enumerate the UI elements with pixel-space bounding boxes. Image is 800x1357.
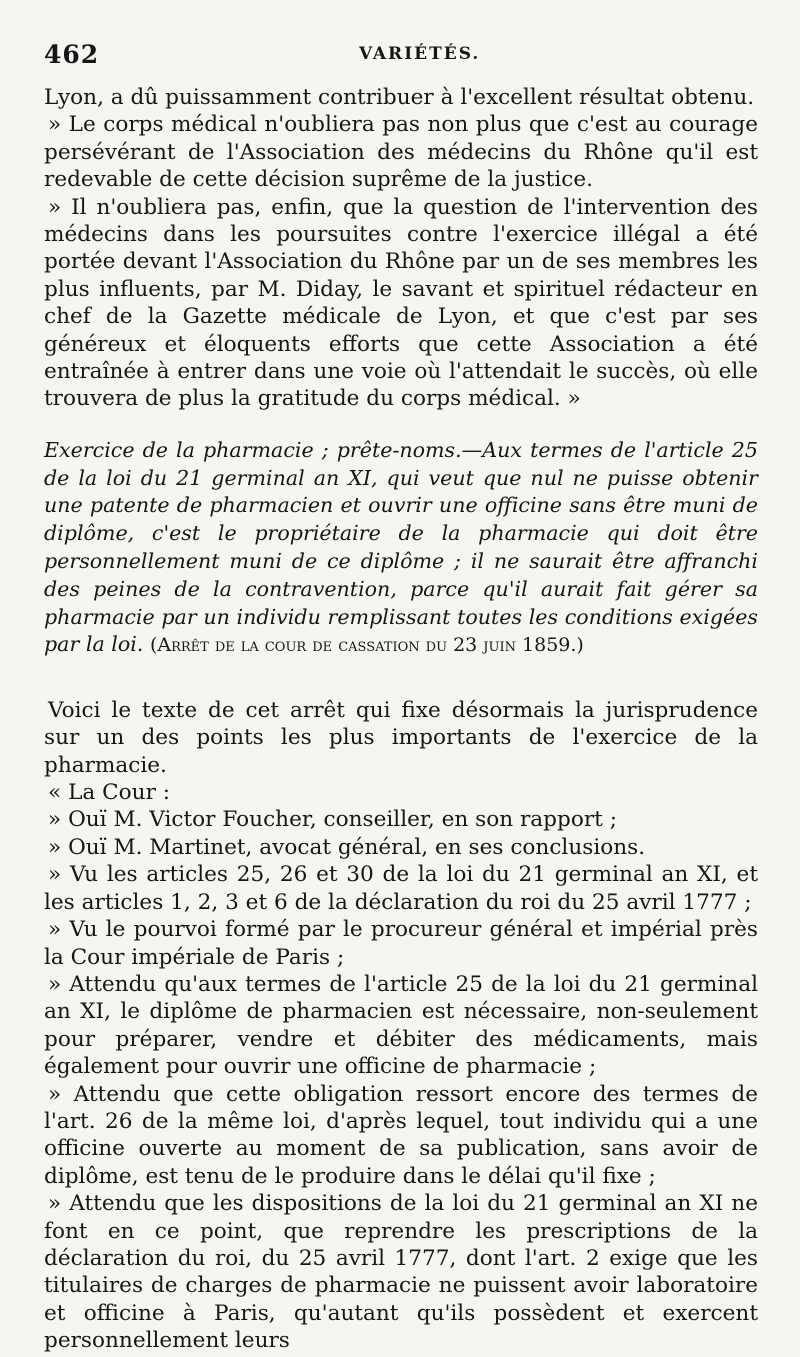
summary-reference: (Arrêt de la cour de cassation du 23 juin 1859.) — [149, 634, 584, 657]
paragraph: » Vu le pourvoi formé par le procureur général et impérial près la Cour impériale de Paris ; — [44, 917, 758, 970]
paragraph: » Vu les articles 25, 26 et 30 de la loi du 21 germinal an XI, et les articles 1, 2, 3 et 6 de la déclaration du roi du 25 avril 1777 ; — [44, 862, 758, 915]
paragraph: » Attendu que cette obligation ressort encore des termes de l'art. 26 de la même loi, d'après lequel, tout individu qui a une officine ouverte au moment de sa publication, sans avoir de diplôme, est tenu de le produire dans le délai qu'il fixe ; — [44, 1081, 758, 1189]
paragraph: Lyon, a dû puissamment contribuer à l'excellent résultat obtenu. — [44, 85, 755, 110]
page-number: 462 — [44, 40, 100, 69]
body-section-2 — [44, 697, 758, 1355]
paragraph: » Attendu qu'aux termes de l'article 25 de la loi du 21 germinal an XI, le diplôme de pharmacien est nécessaire, non-seulement pour préparer, vendre et débiter des médicaments, mais également pour ouvrir une officine de pharmacie ; — [44, 971, 758, 1080]
paragraph: « La Cour : — [48, 780, 171, 806]
paragraph: » Ouï M. Martinet, avocat général, en ses conclusions. — [48, 834, 646, 860]
body-section-1 — [44, 84, 758, 413]
paragraph: » Le corps médical n'oubliera pas non plus que c'est au courage persévérant de l'Association des médecins du Rhône qu'il est redevable de cette décision suprême de la justice. — [44, 112, 758, 193]
running-head: VARIÉTÉS. — [359, 44, 481, 64]
summary-text: —Aux termes de l'article 25 de la loi du 21 germinal an XI, qui veut que nul ne puisse obtenir une patente de pharmacien et ouvrir une officine sans être muni de diplôme, c'est le propriétaire de la pharmacie qui doit être personnellement muni de ce diplôme ; il ne saurait être affranchi des peines de la contravention, parce qu'il aurait fait gérer sa pharmacie par un individu remplissant toutes les conditions exigées par la loi. — [44, 437, 759, 657]
paragraph: » Il n'oubliera pas, enfin, que la question de l'intervention des médecins dans les poursuites contre l'exercice illégal a été portée devant l'Association du Rhône par un de ses membres les plus influents, par M. Diday, le savant et spirituel rédacteur en chef de la Gazette médicale de Lyon, et que c'est par ses généreux et éloquents efforts que cette Association a été entraînée à entrer dans une voie où l'attendait le succès, où elle trouvera de plus la gratitude du corps médical. » — [44, 194, 758, 412]
paragraph: Voici le texte de cet arrêt qui fixe désormais la jurisprudence sur un des points les plus importants de l'exercice de la pharmacie. — [44, 697, 758, 778]
paragraph: » Attendu que les dispositions de la loi du 21 germinal an XI ne font en ce point, que reprendre les prescriptions de la déclaration du roi, du 25 avril 1777, dont l'art. 2 exige que les titulaires de charges de pharmacie ne puissent avoir laboratoire et officine à Paris, qu'autant qu'ils possèdent et exercent personnellement leurs — [44, 1191, 758, 1354]
summary-lead: Exercice de la pharmacie ; prête-noms. — [44, 437, 462, 462]
case-summary — [44, 437, 758, 660]
page-header — [44, 34, 758, 84]
paragraph: » Ouï M. Victor Foucher, conseiller, en son rapport ; — [48, 807, 617, 833]
